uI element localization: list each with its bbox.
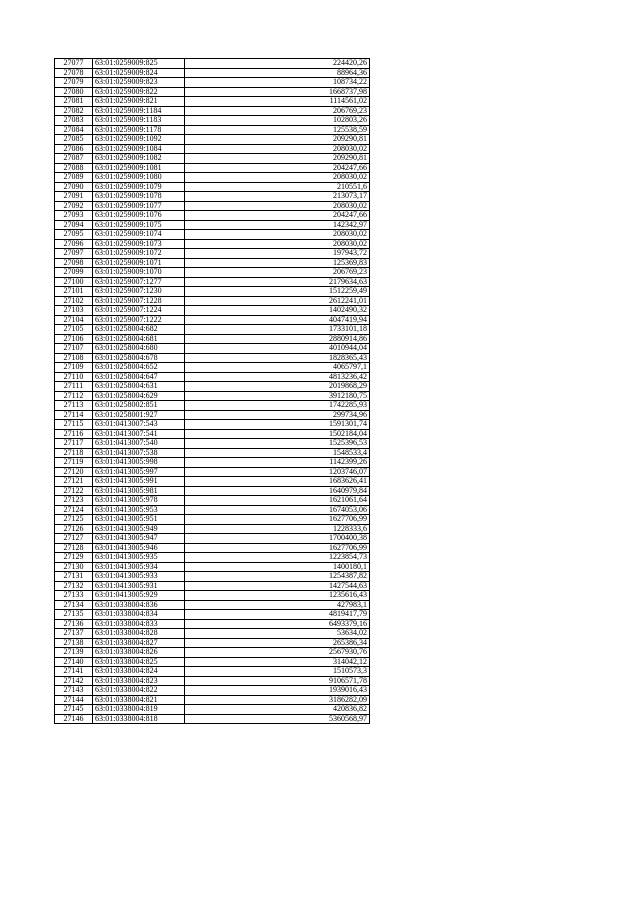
value-cell: 2880914,86 [185, 334, 370, 344]
table-row [55, 268, 370, 278]
row-number-cell: 27122 [55, 486, 93, 496]
row-number-cell: 27115 [55, 420, 93, 430]
value-cell: 1668737,98 [185, 87, 370, 97]
cadastral-number-cell: 63:01:0259007:1222 [93, 315, 185, 325]
cadastral-number-cell: 63:01:0259009:825 [93, 59, 185, 69]
row-number-cell: 27142 [55, 676, 93, 686]
cadastral-number-cell: 63:01:0413005:953 [93, 505, 185, 515]
row-number-cell: 27100 [55, 277, 93, 287]
value-cell: 197943,72 [185, 249, 370, 259]
row-number-cell: 27081 [55, 97, 93, 107]
table-row [55, 97, 370, 107]
cadastral-number-cell: 63:01:0413005:931 [93, 581, 185, 591]
cadastral-number-cell: 63:01:0413005:981 [93, 486, 185, 496]
row-number-cell: 27091 [55, 192, 93, 202]
value-cell: 1114561,02 [185, 97, 370, 107]
cadastral-number-cell: 63:01:0258004:629 [93, 391, 185, 401]
cadastral-number-cell: 63:01:0338004:825 [93, 657, 185, 667]
value-cell: 1142399,26 [185, 458, 370, 468]
value-cell: 420836,82 [185, 705, 370, 715]
value-cell: 4065797,1 [185, 363, 370, 373]
row-number-cell: 27130 [55, 562, 93, 572]
cadastral-number-cell: 63:01:0413005:935 [93, 553, 185, 563]
cadastral-number-cell: 63:01:0413005:933 [93, 572, 185, 582]
value-cell: 208030,02 [185, 173, 370, 183]
table-row [55, 486, 370, 496]
value-cell: 4047419,94 [185, 315, 370, 325]
value-cell: 204247,66 [185, 211, 370, 221]
row-number-cell: 27079 [55, 78, 93, 88]
row-number-cell: 27087 [55, 154, 93, 164]
row-number-cell: 27119 [55, 458, 93, 468]
cadastral-number-cell: 63:01:0413005:947 [93, 534, 185, 544]
cadastral-number-cell: 63:01:0413007:541 [93, 429, 185, 439]
cadastral-number-cell: 63:01:0413005:951 [93, 515, 185, 525]
row-number-cell: 27095 [55, 230, 93, 240]
value-cell: 2567930,76 [185, 648, 370, 658]
value-cell: 1254387,82 [185, 572, 370, 582]
value-cell: 5360568,97 [185, 714, 370, 724]
cadastral-number-cell: 63:01:0258001:927 [93, 410, 185, 420]
cadastral-number-cell: 63:01:0338004:836 [93, 600, 185, 610]
cadastral-number-cell: 63:01:0413005:991 [93, 477, 185, 487]
value-cell: 1548533,4 [185, 448, 370, 458]
row-number-cell: 27125 [55, 515, 93, 525]
row-number-cell: 27078 [55, 68, 93, 78]
row-number-cell: 27107 [55, 344, 93, 354]
row-number-cell: 27108 [55, 353, 93, 363]
table-row [55, 429, 370, 439]
row-number-cell: 27106 [55, 334, 93, 344]
row-number-cell: 27093 [55, 211, 93, 221]
table-row [55, 420, 370, 430]
cadastral-number-cell: 63:01:0259007:1228 [93, 296, 185, 306]
value-cell: 4010944,04 [185, 344, 370, 354]
table-row [55, 68, 370, 78]
cadastral-number-cell: 63:01:0259009:1092 [93, 135, 185, 145]
row-number-cell: 27085 [55, 135, 93, 145]
table-row [55, 116, 370, 126]
value-cell: 299734,96 [185, 410, 370, 420]
cadastral-number-cell: 63:01:0413005:946 [93, 543, 185, 553]
cadastral-number-cell: 63:01:0259009:1078 [93, 192, 185, 202]
value-cell: 108734,22 [185, 78, 370, 88]
row-number-cell: 27112 [55, 391, 93, 401]
cadastral-number-cell: 63:01:0259009:1072 [93, 249, 185, 259]
row-number-cell: 27110 [55, 372, 93, 382]
value-cell: 1742285,93 [185, 401, 370, 411]
value-cell: 206769,23 [185, 268, 370, 278]
table-row [55, 695, 370, 705]
cadastral-number-cell: 63:01:0338004:833 [93, 619, 185, 629]
table-row [55, 287, 370, 297]
row-number-cell: 27102 [55, 296, 93, 306]
row-number-cell: 27132 [55, 581, 93, 591]
cadastral-number-cell: 63:01:0413005:929 [93, 591, 185, 601]
table-row [55, 277, 370, 287]
table-row [55, 581, 370, 591]
row-number-cell: 27118 [55, 448, 93, 458]
cadastral-number-cell: 63:01:0259009:1073 [93, 239, 185, 249]
table-row [55, 325, 370, 335]
cadastral-number-cell: 63:01:0338004:828 [93, 629, 185, 639]
value-cell: 53634,02 [185, 629, 370, 639]
row-number-cell: 27140 [55, 657, 93, 667]
row-number-cell: 27090 [55, 182, 93, 192]
value-cell: 1627706,99 [185, 515, 370, 525]
cadastral-number-cell: 63:01:0413007:543 [93, 420, 185, 430]
table-row [55, 144, 370, 154]
row-number-cell: 27145 [55, 705, 93, 715]
value-cell: 210551,6 [185, 182, 370, 192]
table-row [55, 249, 370, 259]
row-number-cell: 27101 [55, 287, 93, 297]
value-cell: 204247,66 [185, 163, 370, 173]
table-row [55, 59, 370, 69]
table-row [55, 106, 370, 116]
value-cell: 1627706,99 [185, 543, 370, 553]
cadastral-number-cell: 63:01:0259007:1224 [93, 306, 185, 316]
value-cell: 427983,1 [185, 600, 370, 610]
cadastral-number-cell: 63:01:0259009:822 [93, 87, 185, 97]
cadastral-number-cell: 63:01:0258004:682 [93, 325, 185, 335]
value-cell: 1203746,07 [185, 467, 370, 477]
row-number-cell: 27143 [55, 686, 93, 696]
value-cell: 142342,97 [185, 220, 370, 230]
value-cell: 1510573,3 [185, 667, 370, 677]
value-cell: 1427544,63 [185, 581, 370, 591]
cadastral-number-cell: 63:01:0258004:680 [93, 344, 185, 354]
value-cell: 208030,02 [185, 201, 370, 211]
table-row [55, 391, 370, 401]
table-row [55, 657, 370, 667]
table-row [55, 258, 370, 268]
value-cell: 314042,12 [185, 657, 370, 667]
table-row [55, 239, 370, 249]
table-row [55, 154, 370, 164]
table-row [55, 667, 370, 677]
cadastral-number-cell: 63:01:0258004:647 [93, 372, 185, 382]
cadastral-number-cell: 63:01:0259009:823 [93, 78, 185, 88]
table-row [55, 610, 370, 620]
table-row [55, 135, 370, 145]
row-number-cell: 27096 [55, 239, 93, 249]
value-cell: 1591301,74 [185, 420, 370, 430]
row-number-cell: 27129 [55, 553, 93, 563]
cadastral-number-cell: 63:01:0259009:1070 [93, 268, 185, 278]
row-number-cell: 27089 [55, 173, 93, 183]
cadastral-number-cell: 63:01:0259009:1077 [93, 201, 185, 211]
table-row [55, 87, 370, 97]
table-row [55, 458, 370, 468]
table-row [55, 705, 370, 715]
table-row [55, 211, 370, 221]
cadastral-number-cell: 63:01:0259009:824 [93, 68, 185, 78]
cadastral-number-cell: 63:01:0259009:1074 [93, 230, 185, 240]
row-number-cell: 27098 [55, 258, 93, 268]
row-number-cell: 27120 [55, 467, 93, 477]
cadastral-number-cell: 63:01:0259009:1183 [93, 116, 185, 126]
cadastral-number-cell: 63:01:0338004:826 [93, 648, 185, 658]
cadastral-number-cell: 63:01:0413005:934 [93, 562, 185, 572]
value-cell: 2612241,01 [185, 296, 370, 306]
value-cell: 1733101,18 [185, 325, 370, 335]
value-cell: 209290,81 [185, 154, 370, 164]
cadastral-number-cell: 63:01:0413005:978 [93, 496, 185, 506]
value-cell: 1228333,6 [185, 524, 370, 534]
value-cell: 1502184,04 [185, 429, 370, 439]
row-number-cell: 27080 [55, 87, 93, 97]
row-number-cell: 27121 [55, 477, 93, 487]
row-number-cell: 27082 [55, 106, 93, 116]
value-cell: 1235616,43 [185, 591, 370, 601]
value-cell: 1525396,53 [185, 439, 370, 449]
cadastral-number-cell: 63:01:0258004:631 [93, 382, 185, 392]
value-cell: 3186282,09 [185, 695, 370, 705]
row-number-cell: 27126 [55, 524, 93, 534]
value-cell: 1640979,84 [185, 486, 370, 496]
cadastral-number-cell: 63:01:0338004:824 [93, 667, 185, 677]
row-number-cell: 27116 [55, 429, 93, 439]
value-cell: 6493379,16 [185, 619, 370, 629]
table-row [55, 182, 370, 192]
row-number-cell: 27105 [55, 325, 93, 335]
row-number-cell: 27128 [55, 543, 93, 553]
value-cell: 208030,02 [185, 144, 370, 154]
value-cell: 2179634,63 [185, 277, 370, 287]
row-number-cell: 27099 [55, 268, 93, 278]
cadastral-number-cell: 63:01:0258004:678 [93, 353, 185, 363]
row-number-cell: 27117 [55, 439, 93, 449]
table-row [55, 467, 370, 477]
value-cell: 1223854,73 [185, 553, 370, 563]
cadastral-number-cell: 63:01:0259009:1184 [93, 106, 185, 116]
value-cell: 209290,81 [185, 135, 370, 145]
table-row [55, 410, 370, 420]
cadastral-number-cell: 63:01:0338004:822 [93, 686, 185, 696]
row-number-cell: 27084 [55, 125, 93, 135]
value-cell: 3912180,75 [185, 391, 370, 401]
row-number-cell: 27141 [55, 667, 93, 677]
row-number-cell: 27144 [55, 695, 93, 705]
cadastral-number-cell: 63:01:0259009:1080 [93, 173, 185, 183]
row-number-cell: 27146 [55, 714, 93, 724]
table-row [55, 534, 370, 544]
row-number-cell: 27109 [55, 363, 93, 373]
row-number-cell: 27094 [55, 220, 93, 230]
cadastral-number-cell: 63:01:0338004:827 [93, 638, 185, 648]
value-cell: 9106571,78 [185, 676, 370, 686]
cadastral-number-cell: 63:01:0258004:681 [93, 334, 185, 344]
cadastral-number-cell: 63:01:0413005:998 [93, 458, 185, 468]
table-row [55, 344, 370, 354]
value-cell: 4819417,79 [185, 610, 370, 620]
value-cell: 1700400,38 [185, 534, 370, 544]
table-row [55, 353, 370, 363]
row-number-cell: 27135 [55, 610, 93, 620]
cadastral-number-cell: 63:01:0338004:818 [93, 714, 185, 724]
cadastral-number-cell: 63:01:0413005:949 [93, 524, 185, 534]
table-row [55, 201, 370, 211]
row-number-cell: 27124 [55, 505, 93, 515]
table-row [55, 192, 370, 202]
table-row [55, 296, 370, 306]
value-cell: 2019868,29 [185, 382, 370, 392]
row-number-cell: 27092 [55, 201, 93, 211]
cadastral-number-cell: 63:01:0258004:652 [93, 363, 185, 373]
table-row [55, 372, 370, 382]
value-cell: 4813236,42 [185, 372, 370, 382]
value-cell: 213073,17 [185, 192, 370, 202]
table-row [55, 439, 370, 449]
table-row [55, 553, 370, 563]
row-number-cell: 27139 [55, 648, 93, 658]
row-number-cell: 27136 [55, 619, 93, 629]
row-number-cell: 27114 [55, 410, 93, 420]
value-cell: 206769,23 [185, 106, 370, 116]
table-row [55, 515, 370, 525]
cadastral-number-cell: 63:01:0259009:821 [93, 97, 185, 107]
table-row [55, 382, 370, 392]
value-cell: 125538,59 [185, 125, 370, 135]
table-row [55, 543, 370, 553]
table-row [55, 173, 370, 183]
table-row [55, 306, 370, 316]
row-number-cell: 27103 [55, 306, 93, 316]
table-row [55, 505, 370, 515]
table-row [55, 686, 370, 696]
table-row [55, 524, 370, 534]
value-cell: 88964,36 [185, 68, 370, 78]
value-cell: 1621061,64 [185, 496, 370, 506]
table-row [55, 629, 370, 639]
cadastral-number-cell: 63:01:0259009:1079 [93, 182, 185, 192]
row-number-cell: 27083 [55, 116, 93, 126]
row-number-cell: 27077 [55, 59, 93, 69]
cadastral-number-cell: 63:01:0338004:819 [93, 705, 185, 715]
table-row [55, 619, 370, 629]
cadastral-number-cell: 63:01:0259009:1081 [93, 163, 185, 173]
value-cell: 1939016,43 [185, 686, 370, 696]
value-cell: 102803,26 [185, 116, 370, 126]
value-cell: 224420,26 [185, 59, 370, 69]
row-number-cell: 27097 [55, 249, 93, 259]
value-cell: 1402490,32 [185, 306, 370, 316]
value-cell: 1674053,06 [185, 505, 370, 515]
value-cell: 1683626,41 [185, 477, 370, 487]
table-row [55, 125, 370, 135]
cadastral-number-cell: 63:01:0259009:1178 [93, 125, 185, 135]
table-row [55, 163, 370, 173]
value-cell: 208030,02 [185, 239, 370, 249]
table-row [55, 401, 370, 411]
table-row [55, 230, 370, 240]
table-row [55, 714, 370, 724]
row-number-cell: 27111 [55, 382, 93, 392]
row-number-cell: 27131 [55, 572, 93, 582]
table-row [55, 562, 370, 572]
table-row [55, 572, 370, 582]
cadastral-number-cell: 63:01:0259007:1277 [93, 277, 185, 287]
row-number-cell: 27123 [55, 496, 93, 506]
table-row [55, 591, 370, 601]
cadastral-number-cell: 63:01:0338004:834 [93, 610, 185, 620]
cadastral-number-cell: 63:01:0259009:1075 [93, 220, 185, 230]
cadastral-number-cell: 63:01:0259009:1071 [93, 258, 185, 268]
table-row [55, 448, 370, 458]
row-number-cell: 27086 [55, 144, 93, 154]
row-number-cell: 27133 [55, 591, 93, 601]
value-cell: 1400180,1 [185, 562, 370, 572]
table-row [55, 220, 370, 230]
row-number-cell: 27137 [55, 629, 93, 639]
row-number-cell: 27127 [55, 534, 93, 544]
table-row [55, 315, 370, 325]
row-number-cell: 27138 [55, 638, 93, 648]
cadastral-number-cell: 63:01:0338004:821 [93, 695, 185, 705]
value-cell: 208030,02 [185, 230, 370, 240]
cadastral-number-cell: 63:01:0259009:1076 [93, 211, 185, 221]
cadastral-number-cell: 63:01:0259009:1084 [93, 144, 185, 154]
value-cell: 125369,83 [185, 258, 370, 268]
cadastral-number-cell: 63:01:0413005:997 [93, 467, 185, 477]
cadastral-number-cell: 63:01:0259009:1082 [93, 154, 185, 164]
cadastral-number-cell: 63:01:0259007:1230 [93, 287, 185, 297]
row-number-cell: 27134 [55, 600, 93, 610]
cadastral-number-cell: 63:01:0413007:538 [93, 448, 185, 458]
value-cell: 265386,34 [185, 638, 370, 648]
table-row [55, 600, 370, 610]
table-row [55, 496, 370, 506]
data-table [54, 58, 370, 724]
table-row [55, 638, 370, 648]
value-cell: 1828365,43 [185, 353, 370, 363]
table-row [55, 334, 370, 344]
table-row [55, 648, 370, 658]
cadastral-number-cell: 63:01:0413007:540 [93, 439, 185, 449]
cadastral-number-cell: 63:01:0338004:823 [93, 676, 185, 686]
table-body [55, 59, 370, 724]
table-row [55, 676, 370, 686]
table-row [55, 477, 370, 487]
row-number-cell: 27113 [55, 401, 93, 411]
value-cell: 1512259,49 [185, 287, 370, 297]
table-row [55, 78, 370, 88]
cadastral-number-cell: 63:01:0258002:851 [93, 401, 185, 411]
row-number-cell: 27088 [55, 163, 93, 173]
row-number-cell: 27104 [55, 315, 93, 325]
table-row [55, 363, 370, 373]
